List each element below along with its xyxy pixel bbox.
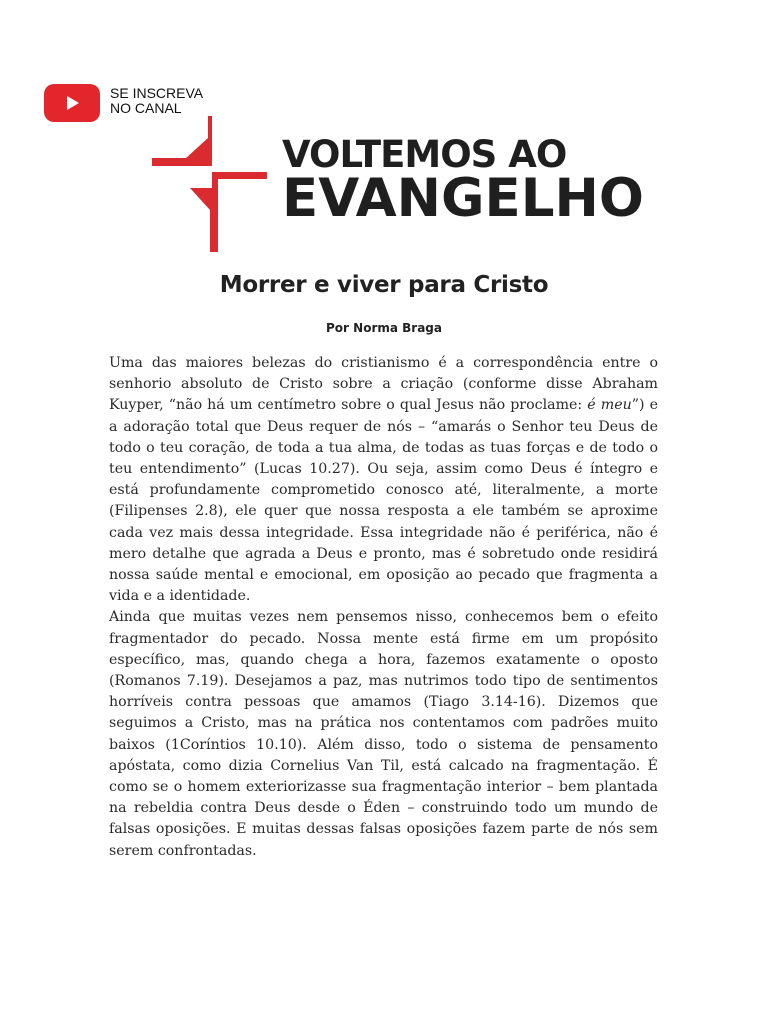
brand-logo-line1: VOLTEMOS AO: [282, 133, 567, 176]
article-body: [109, 353, 658, 862]
paragraph-1-emphasis: é meu: [587, 397, 632, 414]
paragraph-1-part-a: Uma das maiores belezas do cristianismo é a correspondência entre o senhorio absoluto de Cristo sobre a criação (conforme disse Abraham Kuyper, “não há um centímetro sobre o qual Jesus não proclame:: [109, 355, 658, 414]
article-paragraph-1: [109, 353, 658, 607]
cross-arrows-icon: [152, 116, 272, 252]
article-paragraph-2: Ainda que muitas vezes nem pensemos nisso, conhecemos bem o efeito fragmentador do pecado. Nossa mente está firme em um propósito específico, mas, quando chega a hora, fazemos exatamente o oposto (Romanos 7.19). Desejamos a paz, mas nutrimos todo tipo de sentimentos horríveis contra pessoas que amamos (Tiago 3.14-16). Dizemos que seguimos a Cristo, mas na prática nos contentamos com padrões muito baixos (1Coríntios 10.10). Além disso, todo o sistema de pensamento apóstata, como dizia Cornelius Van Til, está calcado na fragmentação. É como se o homem exteriorizasse sua fragmentação interior – bem plantada na rebeldia contra Deus desde o Éden – construindo todo um mundo de falsas oposições. E muitas dessas falsas oposições fazem parte de nós sem serem confrontadas.: [109, 609, 658, 859]
youtube-subscribe-button[interactable]: [44, 84, 100, 122]
brand-logo-line2: EVANGELHO: [282, 168, 644, 229]
subscribe-label-line2: NO CANAL: [110, 100, 182, 116]
article-title: Morrer e viver para Cristo: [219, 272, 549, 298]
article-byline: Por Norma Braga: [326, 321, 442, 335]
brand-logo: [282, 133, 644, 229]
subscribe-label[interactable]: [110, 86, 230, 116]
subscribe-label-line1: SE INSCREVA: [110, 85, 204, 101]
paragraph-1-part-b: ”) e a adoração total que Deus requer de nós – “amarás o Senhor teu Deus de todo o teu coração, de toda a tua alma, de todas as tuas forças e de todo o teu entendimento” (Lucas 10.27). Ou seja, assim como Deus é íntegro e está profundamente comprometido conosco até, literalmente, a morte (Filipenses 2.8), ele quer que nossa resposta a ele também se aproxime cada vez mais dessa integridade. Essa integridade não é periférica, não é mero detalhe que agrada a Deus e pronto, mas é sobretudo onde residirá nossa saúde mental e emocional, em oposição ao pecado que fragmenta a vida e a identidade.: [109, 397, 658, 605]
youtube-play-icon: [62, 93, 82, 113]
